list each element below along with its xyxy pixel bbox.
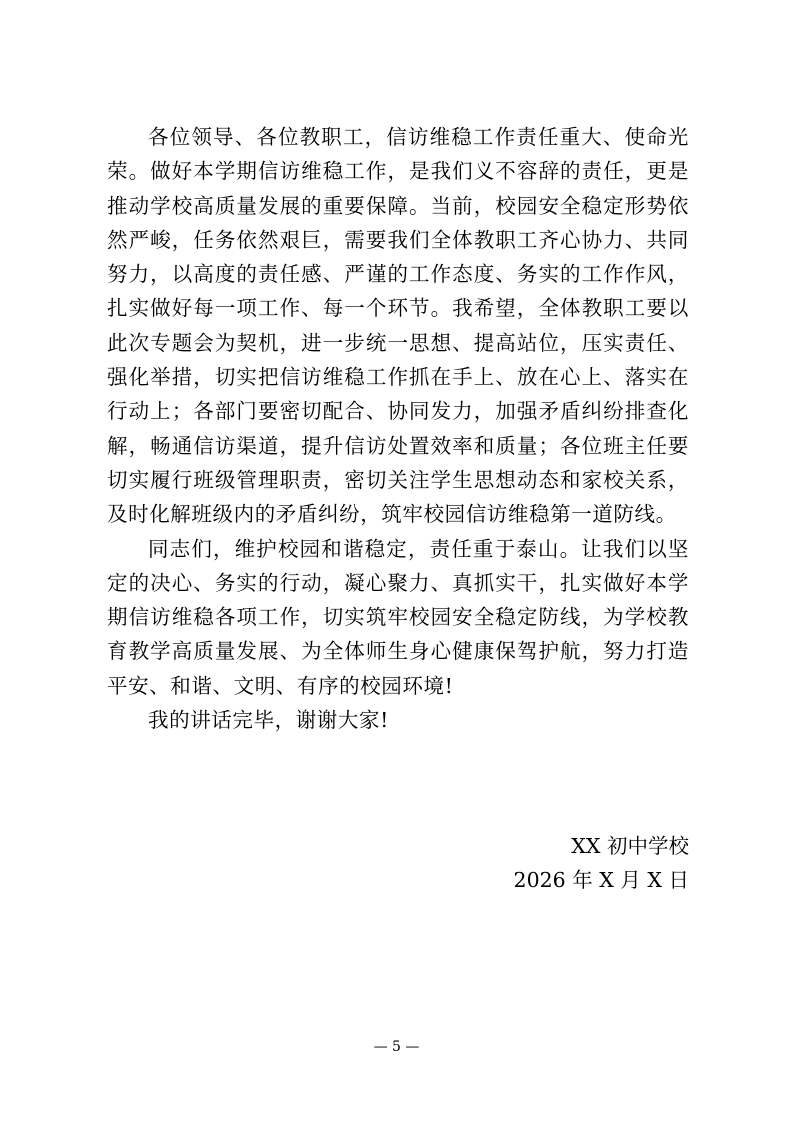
paragraph-closing: 我的讲话完毕，谢谢大家!: [148, 708, 389, 733]
signature-block: [514, 829, 689, 898]
page-number: — 5 —: [373, 1039, 420, 1055]
signature-organization: XX 初中学校: [571, 834, 689, 858]
document-body: [107, 120, 689, 737]
paragraph-call-to-action: 同志们，维护校园和谐稳定，责任重于泰山。让我们以坚定的决心、务实的行动，凝心聚力、真抓实干，扎实做好本学期信访维稳各项工作，切实筑牢校园安全稳定防线，为学校教育教学高质量发展、为全体师生身心健康保驾护航，努力打造平安、和谐、文明、有序的校园环境!: [107, 536, 689, 698]
paragraph-responsibility: 各位领导、各位教职工，信访维稳工作责任重大、使命光荣。做好本学期信访维稳工作，是我们义不容辞的责任，更是推动学校高质量发展的重要保障。当前，校园安全稳定形势依然严峻，任务依然艰巨，需要我们全体教职工齐心协力、共同努力，以高度的责任感、严谨的工作态度、务实的工作作风，扎实做好每一项工作、每一个环节。我希望，全体教职工要以此次专题会为契机，进一步统一思想、提高站位，压实责任、强化举措，切实把信访维稳工作抓在手上、放在心上、落实在行动上；各部门要密切配合、协同发力，加强矛盾纠纷排查化解，畅通信访渠道，提升信访处置效率和质量；各位班主任要切实履行班级管理职责，密切关注学生思想动态和家校关系，及时化解班级内的矛盾纠纷，筑牢校园信访维稳第一道防线。: [107, 125, 689, 527]
signature-date: 2026 年 X 月 X 日: [513, 868, 689, 893]
